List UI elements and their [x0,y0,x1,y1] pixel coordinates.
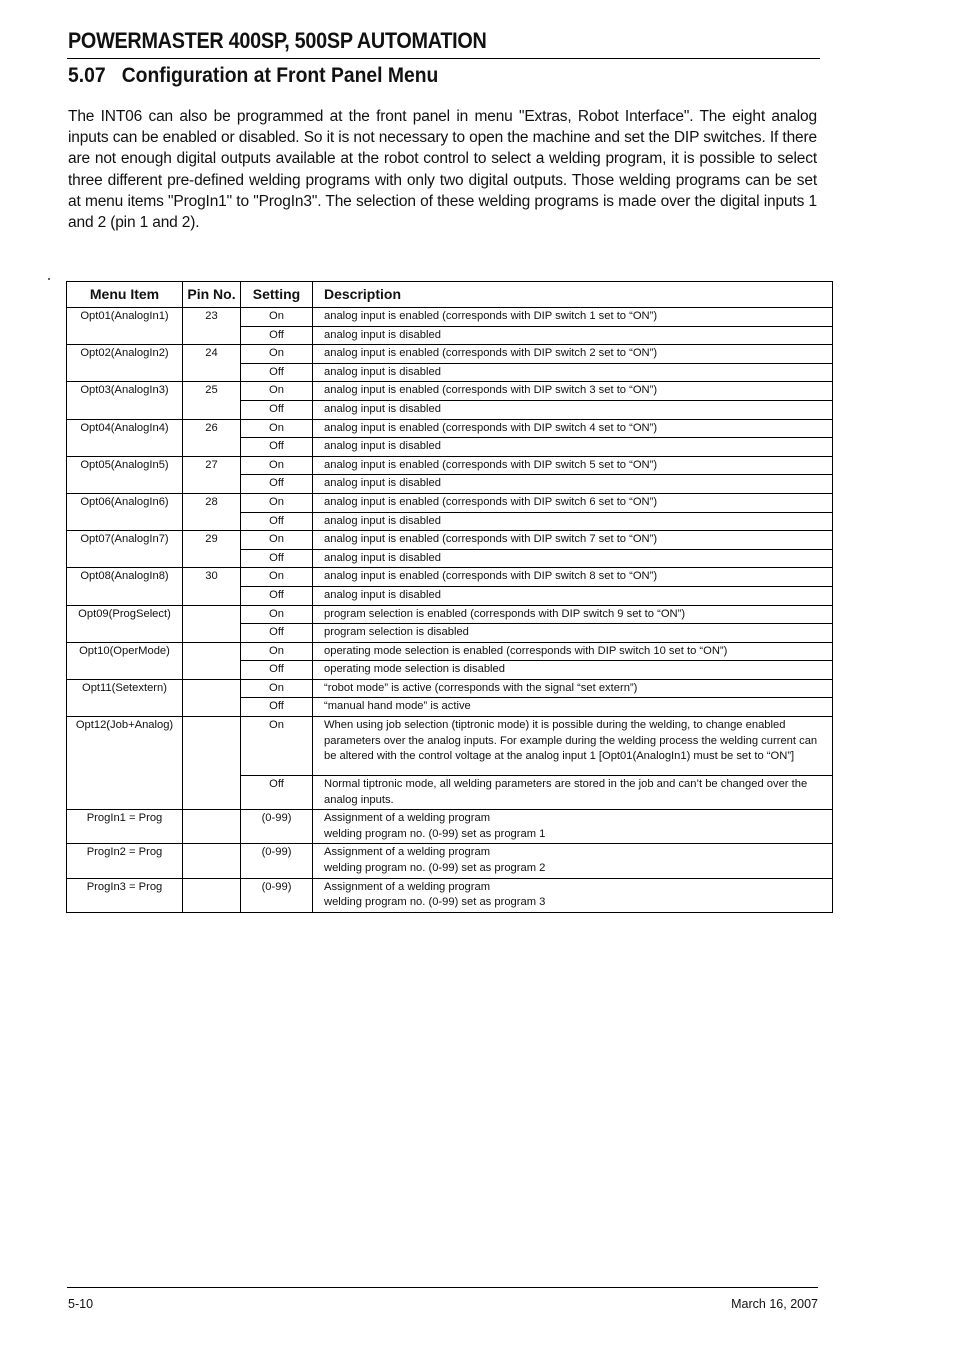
description-cell [313,493,833,512]
pin-no-cell: 29 [183,531,241,568]
setting-cell: On [241,382,313,401]
setting-cell: (0-99) [241,844,313,878]
description-line: analog input is enabled (corresponds with DIP switch 6 set to “ON”) [324,495,658,508]
menu-item-cell: ProgIn2 = Prog [67,844,183,878]
description-cell [313,531,833,550]
setting-cell: Off [241,586,313,605]
pin-no-cell: 23 [183,308,241,345]
pin-no-cell [183,717,241,810]
description-cell [313,717,833,776]
description-cell [313,382,833,401]
intro-paragraph: The INT06 can also be programmed at the front panel in menu "Extras, Robot Interface". The eight analog inputs can be enabled or disabled. So it is not necessary to open the machine and set the DIP switches. If there are not enough digital outputs available at the robot control to select a welding program, it is possible to select three different pre-defined welding programs with only two digital outputs. Those welding programs can be set at menu items "ProgIn1" to "ProgIn3". The selection of these welding programs is made over the digital inputs 1 and 2 (pin 1 and 2). [68,108,817,232]
description-line: analog input is enabled (corresponds with DIP switch 4 set to “ON”) [324,421,658,434]
menu-item-cell: Opt02(AnalogIn2) [67,345,183,382]
table-row [67,531,833,550]
setting-cell: Off [241,776,313,810]
description-line: analog input is disabled [324,588,441,601]
description-cell [313,308,833,327]
description-cell [313,624,833,643]
table-row [67,568,833,587]
description-cell [313,512,833,531]
setting-cell: Off [241,475,313,494]
table-row [67,878,833,912]
column-header-menu-item: Menu Item [67,282,183,308]
setting-cell: Off [241,698,313,717]
table-row [67,382,833,401]
setting-cell: On [241,717,313,776]
setting-cell: On [241,679,313,698]
setting-cell: On [241,642,313,661]
description-cell [313,400,833,419]
description-line: analog input is enabled (corresponds with DIP switch 5 set to “ON”) [324,458,658,471]
pin-no-cell [183,605,241,642]
menu-item-cell: Opt04(AnalogIn4) [67,419,183,456]
description-cell [313,345,833,364]
column-header-setting: Setting [241,282,313,308]
menu-item-cell: Opt01(AnalogIn1) [67,308,183,345]
setting-cell: Off [241,326,313,345]
table-row [67,679,833,698]
pin-no-cell: 28 [183,493,241,530]
setting-cell: On [241,345,313,364]
setting-cell: (0-99) [241,810,313,844]
description-line: operating mode selection is enabled (corresponds with DIP switch 10 set to “ON”) [324,644,728,657]
menu-item-cell: Opt05(AnalogIn5) [67,456,183,493]
setting-cell: On [241,531,313,550]
page-number: 5-10 [68,1297,94,1311]
setting-cell: On [241,568,313,587]
description-cell [313,475,833,494]
description-line: Assignment of a welding program [324,880,491,893]
menu-item-cell: Opt03(AnalogIn3) [67,382,183,419]
description-line: welding program no. (0-99) set as program 3 [324,896,546,909]
pin-no-cell: 30 [183,568,241,605]
description-cell [313,438,833,457]
table-row [67,810,833,844]
menu-item-cell: Opt09(ProgSelect) [67,605,183,642]
setting-cell: Off [241,624,313,643]
footer-divider [67,1287,818,1288]
description-cell [313,810,833,844]
description-line: analog inputs. [324,793,394,806]
description-line: analog input is enabled (corresponds with DIP switch 1 set to “ON”) [324,310,658,322]
description-line: operating mode selection is disabled [324,663,505,676]
pin-no-cell [183,810,241,844]
setting-cell: On [241,605,313,624]
table-row [67,419,833,438]
description-line: When using job selection (tiptronic mode) it is possible during the welding, to change enabled [324,719,786,732]
description-line: analog input is disabled [324,402,441,415]
table-row [67,456,833,475]
description-line: analog input is enabled (corresponds with DIP switch 3 set to “ON”) [324,384,658,397]
description-cell [313,642,833,661]
description-line: analog input is enabled (corresponds with DIP switch 7 set to “ON”) [324,533,658,546]
section-title: 5.07 Configuration at Front Panel Menu [68,64,439,87]
description-line: parameters over the analog inputs. For example during the welding process the welding current can [324,734,818,747]
table-row [67,493,833,512]
pin-no-cell: 25 [183,382,241,419]
setting-cell: Off [241,400,313,419]
description-line: program selection is enabled (corresponds with DIP switch 9 set to “ON”) [324,607,686,620]
description-cell [313,586,833,605]
pin-no-cell [183,878,241,912]
description-cell [313,605,833,624]
description-cell [313,698,833,717]
pin-no-cell: 27 [183,456,241,493]
pin-no-cell [183,642,241,679]
description-line: analog input is enabled (corresponds with DIP switch 2 set to “ON”) [324,347,658,360]
table-row [67,308,833,327]
description-cell [313,568,833,587]
table-row [67,642,833,661]
pin-no-cell: 26 [183,419,241,456]
menu-item-cell: Opt12(Job+Analog) [67,717,183,810]
description-line: program selection is disabled [324,626,469,639]
setting-cell: Off [241,512,313,531]
menu-item-cell: ProgIn1 = Prog [67,810,183,844]
description-cell [313,844,833,878]
menu-item-cell: Opt07(AnalogIn7) [67,531,183,568]
description-line: analog input is disabled [324,477,441,490]
table-row [67,844,833,878]
description-line: analog input is enabled (corresponds with DIP switch 8 set to “ON”) [324,570,658,583]
setting-cell: On [241,419,313,438]
description-line: analog input is disabled [324,551,441,564]
setting-cell: On [241,456,313,475]
description-cell [313,363,833,382]
description-line: analog input is disabled [324,440,441,453]
column-header-description: Description [313,282,833,308]
setting-cell: Off [241,438,313,457]
setting-cell: Off [241,363,313,382]
header-divider [67,58,820,59]
menu-item-cell: Opt08(AnalogIn8) [67,568,183,605]
setting-cell: Off [241,661,313,680]
description-cell [313,419,833,438]
table-row [67,605,833,624]
page-date: March 16, 2007 [731,1297,818,1311]
description-line: analog input is disabled [324,328,441,341]
description-line: Normal tiptronic mode, all welding parameters are stored in the job and can’t be changed over the [324,778,808,791]
description-cell [313,326,833,345]
description-cell [313,549,833,568]
description-cell [313,679,833,698]
table-row [67,345,833,364]
description-cell [313,456,833,475]
setting-cell: On [241,308,313,327]
pin-no-cell: 24 [183,345,241,382]
menu-item-cell: ProgIn3 = Prog [67,878,183,912]
menu-item-cell: Opt11(Setextern) [67,679,183,716]
description-line: “manual hand mode” is active [324,700,471,713]
table-row [67,717,833,776]
description-cell [313,776,833,810]
description-line: welding program no. (0-99) set as program 2 [324,862,546,875]
setting-cell: Off [241,549,313,568]
description-cell [313,661,833,680]
description-line: welding program no. (0-99) set as program 1 [324,827,546,840]
description-cell [313,878,833,912]
description-line: analog input is disabled [324,514,441,527]
description-line: Assignment of a welding program [324,846,491,859]
table-header-row [67,282,833,308]
setting-cell: On [241,493,313,512]
document-header-title: POWERMASTER 400SP, 500SP AUTOMATION [68,28,487,53]
configuration-table [66,281,833,913]
pin-no-cell [183,844,241,878]
table-body [67,308,833,913]
description-line: be altered with the control voltage at the analog input 1 [Opt01(AnalogIn1) must be set to “ON”] [324,750,795,763]
stray-mark [48,278,50,280]
pin-no-cell [183,679,241,716]
column-header-pin-no: Pin No. [183,282,241,308]
menu-item-cell: Opt06(AnalogIn6) [67,493,183,530]
description-line: “robot mode” is active (corresponds with the signal “set extern”) [324,681,638,694]
description-line: analog input is disabled [324,365,441,378]
setting-cell: (0-99) [241,878,313,912]
menu-item-cell: Opt10(OperMode) [67,642,183,679]
description-line: Assignment of a welding program [324,812,491,825]
